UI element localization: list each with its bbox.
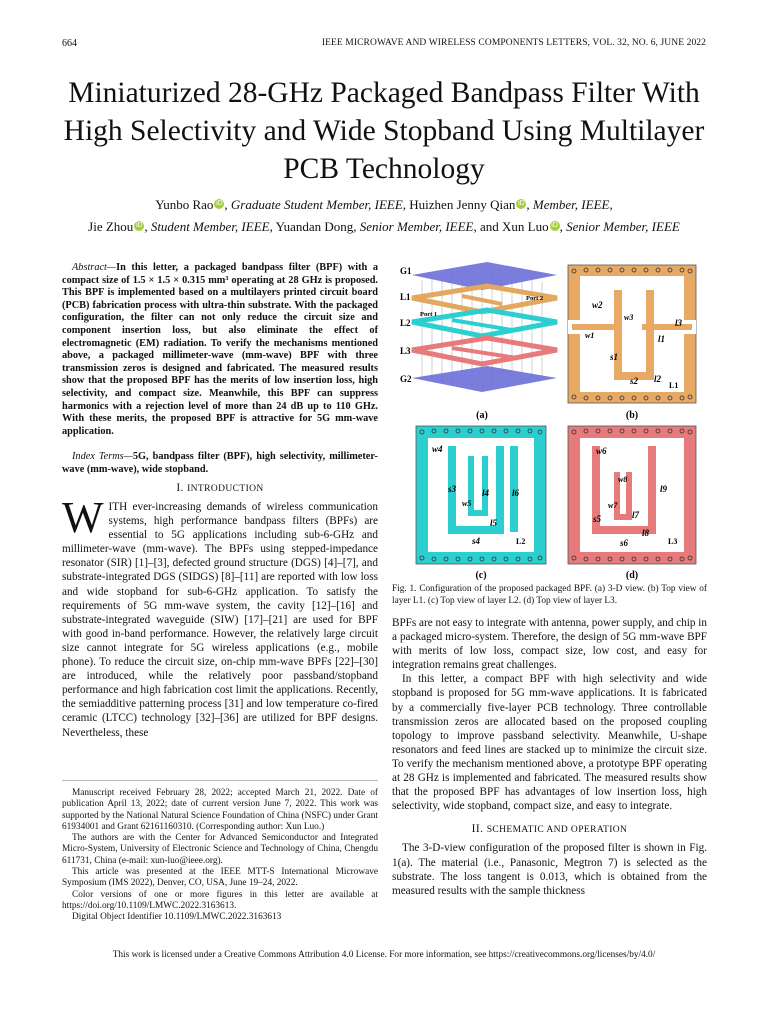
figure-1 [392,260,708,582]
introduction-text: ITH ever-increasing demands of wireless communication systems, high performance bandpass filters (BPFs) are essential to 5G applications including sub-6-GHz and millimeter-wave (mm-wave). The BPFs using stepped-impedance resonator (SIR) [1]–[3], defected ground structure (DGS) [4]–[7], and substrate-integrated DGS (SIDGS) [8]–[11] are reported with low loss and wide stopband for sub-6-GHz application. To satisfy the requirements of 5G mm-wave system, the cavity [12]–[16] and substrate-integrated waveguide (SIW) [17]–[21] are used for BPF with good in-band performance. However, the relatively large circuit size cannot integrate for 5G wireless applications (e.g., mobile phone). To reduce the circuit size, on-chip mm-wave BPFs [22]–[30] are introduced, while the relatively poor passband/stopband performance and high fabrication cost limit the applications. Recently, the semiadditive patterning process [31] and low temperature co-fired ceramic (LTCC) technology [32]–[36] are utilized for BPF designs. Nevertheless, these [62,501,378,739]
label-layer-l3: L3 [668,537,678,546]
abstract-label: Abstract— [72,262,117,273]
label-l3: L3 [400,346,411,356]
paragraph-contribution: In this letter, a compact BPF with high selectivity and wide stopband is proposed for 5G mm-wave applications. It is fabricated by a commercially five-layer PCB technology. Three controllable transmission zeros are allocated based on the proposed coupling topology to improve passband selectivity. Meanwhile, U-shape resonators and feed lines are stacked up to minimize the circuit size. To verify the mechanism mentioned above, a prototype BPF operating at 28 GHz is implemented and fabricated. The measured results show that the proposed BPF has advantages of low insertion loss, high selectivity, wide stopband, compact size, and easy to integrate. [392,673,707,813]
dim-s1: s1 [610,352,619,362]
dim-s6: s6 [620,538,629,548]
author-list: Yunbo Rao iD , Graduate Student Member, IEEE, Huizhen Jenny Qian iD , Member, IEEE, Jie Zhou iD , Student Member, IEEE, Yuandan Dong, Senior Member, IEEE, and Xun Luo iD , Senior Member, IEEE [88,197,680,234]
dim-w4: w4 [432,444,443,454]
paragraph-continuation: BPFs are not easy to integrate with antenna, power supply, and chip in a packaged micro-system. Therefore, the design of 5G mm-wave BPF with merits of low loss, compact size, low cost, and easy for integration remains great challenges. [392,617,707,672]
footnote-manuscript: Manuscript received February 28, 2022; accepted March 21, 2022. Date of publication April 13, 2022; date of current version June 7, 2022. This work was supported by the National Natural Science Foundation of China (NSFC) under Grant 61934001 and Grant 62161160310. (Corresponding author: Xun Luo.) [62,788,378,832]
abstract [62,262,378,438]
footnote-color-versions: Color versions of one or more figures in this letter are available at https://doi.org/10.1109/LMWC.2022.3163613. [62,889,378,911]
dim-l8: l8 [642,528,650,538]
label-layer-l1: L1 [669,381,679,390]
dim-w8: w8 [618,475,628,484]
author-role: Senior Member, IEEE [566,219,680,234]
dim-l3: l3 [675,318,683,328]
dim-l6: l6 [512,488,520,498]
right-column-body [392,616,707,898]
section-number: II. [471,823,484,836]
dim-l2: l2 [654,374,662,384]
footnote-divider [62,780,378,781]
section-number: I. [176,482,184,494]
dim-s3: s3 [448,484,457,494]
dim-w3: w3 [624,313,634,322]
figure-1-caption: Fig. 1. Configuration of the proposed packaged BPF. (a) 3-D view. (b) Top view of layer L1. (c) Top view of layer L2. (d) Top view of layer L3. [392,584,707,606]
dim-l1: l1 [658,334,666,344]
section-heading-introduction [62,482,378,494]
author-name: Yuandan Dong [275,219,354,234]
footnotes [62,788,378,924]
abstract-text: In this letter, a packaged bandpass filter (BPF) with a compact size of 1.5 × 1.5 × 0.315 mm³ operating at 28 GHz is proposed. This BPF is implemented based on a multilayers printed circuit board (PCB) fabrication process with ultra-thin substrate. With the packaged configuration, the filter can not only reduce the circuit size and component insertion loss, but also eliminate the effect of electromagnetic (EM) radiation. To verify the mechanisms mentioned above, a packaged millimeter-wave (mm-wave) BPF with three transmission zeros is designed and fabricated. The measured results show that the proposed BPF has the merits of low insertion loss, high selectivity, and compact size. Meanwhile, this BPF can suppress harmonics with a rejection level of more than 24 dB up to 110 GHz. With these merits, the proposed BPF is attractive for 5G mm-wave application. [62,262,378,437]
dropcap-letter: W [62,493,104,542]
footnote-affiliation: The authors are with the Center for Advanced Semiconductor and Integrated Micro-System, University of Electronic Science and Technology of China, Chengdu 611731, China (e-mail: xun-luo@ieee.org). [62,833,378,866]
orcid-icon[interactable]: iD [518,200,525,207]
dim-s5: s5 [593,514,602,524]
panel-label-b: (b) [625,410,639,421]
license-notice: This work is licensed under a Creative Commons Attribution 4.0 License. For more information, see https://creativecommons.org/licenses/by/4.0/ [112,950,656,960]
page-number: 664 [62,38,77,49]
dim-l5: l5 [490,518,498,528]
journal-header: IEEE MICROWAVE AND WIRELESS COMPONENTS LETTERS, VOL. 32, NO. 6, JUNE 2022 [321,38,706,48]
index-terms [62,451,378,476]
author-role: Member, IEEE [532,197,610,212]
dim-w2: w2 [592,300,603,310]
section-heading-schematic [392,822,707,837]
author-name: Huizhen Jenny Qian [409,197,516,212]
label-l2: L2 [400,318,411,328]
dim-l4: l4 [482,488,490,498]
panel-label-d: (d) [625,570,639,581]
author-role: Student Member, IEEE [150,219,270,234]
figure-1c-layer-l2 [416,426,546,581]
panel-label-c: (c) [475,570,487,581]
figure-1a-3d-view [400,262,557,421]
orcid-icon[interactable]: iD [216,200,223,207]
label-port-2: Port 2 [526,295,544,302]
index-terms-text: 5G, bandpass filter (BPF), high selectivity, millimeter-wave (mm-wave), wide stopband. [62,451,378,475]
dim-w6: w6 [596,446,607,456]
panel-label-a: (a) [476,410,488,421]
footnote-doi: Digital Object Identifier 10.1109/LMWC.2022.3163613 [72,912,282,923]
figure-1d-layer-l3 [568,426,696,581]
index-terms-label: Index Terms— [72,451,133,462]
label-port-1: Port 1 [420,311,438,318]
footnote-presentation: This article was presented at the IEEE MTT-S International Microwave Symposium (IMS 2022), Denver, CO, USA, June 19–24, 2022. [62,867,378,889]
dim-l7: l7 [632,510,640,520]
dim-w1: w1 [585,331,595,340]
figure-1-graphic [392,260,708,582]
author-name: Yunbo Rao [155,197,214,212]
paper-title: Miniaturized 28-GHz Packaged Bandpass Filter With High Selectivity and Wide Stopband Using Multilayer PCB Technology [63,77,705,185]
orcid-icon[interactable]: iD [136,222,143,229]
introduction-paragraph [62,493,378,740]
orcid-icon[interactable]: iD [551,222,558,229]
author-name: Xun Luo [502,219,549,234]
figure-1b-layer-l1 [568,265,696,421]
label-layer-l2: L2 [516,537,526,546]
paragraph-schematic: The 3-D-view configuration of the proposed filter is shown in Fig. 1(a). The material (i.e., Panasonic, Megtron 7) is selected as the substrate. The loss tangent is 0.013, which is obtained from the measured results with the sample thickness [392,842,707,897]
dim-w5: w5 [462,499,472,508]
section-title: INTRODUCTION [187,484,264,494]
author-role: Graduate Student Member, IEEE [230,197,403,212]
label-g2: G2 [400,374,412,384]
author-role: Senior Member, IEEE [359,219,474,234]
section-title: SCHEMATIC AND OPERATION [486,825,628,836]
dim-s4: s4 [472,536,481,546]
author-name: Jie Zhou [88,219,134,234]
label-l1: L1 [400,292,411,302]
layer-g2-plane [412,366,557,392]
dim-s2: s2 [630,376,639,386]
label-g1: G1 [400,266,412,276]
dim-w7: w7 [608,501,618,510]
dim-l9: l9 [660,484,668,494]
